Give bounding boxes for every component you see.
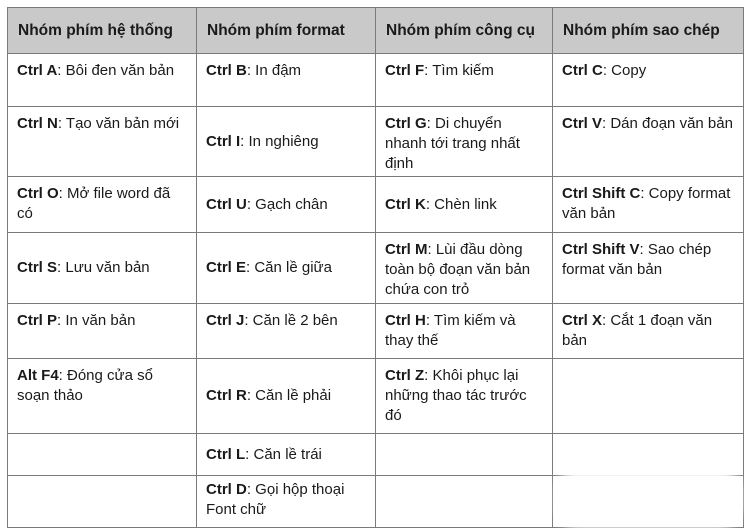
table-cell [376,434,553,476]
table-cell [553,54,744,107]
table-cell [376,54,553,107]
shortcut-key: Ctrl X [562,312,603,329]
table-cell [8,107,197,177]
shortcut-desc: : Lùi đầu dòng toàn bộ đoạn văn bản chứa con trỏ [385,241,531,298]
shortcut-key: Ctrl A [17,62,58,79]
shortcut-desc: : Gạch chân [246,195,328,213]
shortcut-key: Ctrl U [206,195,247,213]
table-cell [553,107,744,177]
shortcut-desc: : Bôi đen văn bản [57,62,175,79]
shortcut-key: Alt F4 [17,367,59,384]
table-cell [197,359,376,434]
whiteout-patch [565,477,733,521]
shortcut-key: Ctrl Shift V [562,241,640,258]
shortcut-key: Ctrl Shift C [562,185,641,202]
shortcut-desc: : Căn lề trái [245,445,322,463]
shortcut-key: Ctrl S [17,259,58,276]
table-cell [197,476,376,528]
table-cell [8,177,197,233]
table-cell [553,304,744,359]
header-format: Nhóm phím format [197,8,376,54]
table-cell [376,476,553,528]
shortcut-key: Ctrl Z [385,367,425,384]
table-row [8,54,744,107]
table-cell [8,304,197,359]
shortcut-desc: : Căn lề phải [246,387,332,404]
shortcut-desc: : Di chuyển nhanh tới trang nhất định [385,115,520,172]
table-cell [376,107,553,177]
shortcut-desc: : Copy format văn bản [562,185,731,222]
header-copy: Nhóm phím sao chép [553,8,744,54]
shortcut-key: Ctrl M [385,241,428,258]
shortcut-desc: : In đậm [246,62,302,79]
shortcut-desc: : Đóng cửa sổ soạn thảo [17,367,153,404]
shortcut-desc: : Tìm kiếm và thay thế [385,312,516,349]
shortcut-key: Ctrl K [385,195,426,213]
shortcut-key: Ctrl I [206,132,241,150]
shortcut-key: Ctrl L [206,445,246,463]
header-tools: Nhóm phím công cụ [376,8,553,54]
shortcut-desc: : Tạo văn bản mới [57,115,180,132]
table-cell [8,233,197,304]
shortcut-key: Ctrl C [562,62,603,79]
table-row [8,359,744,434]
shortcut-desc: : Tìm kiếm [424,62,494,79]
shortcut-desc: : In nghiêng [240,132,319,150]
shortcut-key: Ctrl H [385,312,426,329]
table-cell [553,233,744,304]
table-row [8,107,744,177]
header-row [8,8,744,54]
table-cell [376,177,553,233]
shortcut-key: Ctrl F [385,62,425,79]
shortcut-key: Ctrl B [206,62,247,79]
shortcut-key: Ctrl N [17,115,58,132]
shortcut-desc: : Khôi phục lại những thao tác trước đó [385,367,527,424]
table-row [8,434,744,476]
table-cell [553,177,744,233]
shortcut-desc: : Gọi hộp thoại Font chữ [206,481,345,518]
table-row [8,233,744,304]
table-cell [553,434,744,476]
table-cell [376,304,553,359]
shortcut-key: Ctrl R [206,387,247,404]
table-cell [8,434,197,476]
shortcut-key: Ctrl J [206,312,245,329]
shortcut-key: Ctrl P [17,312,58,329]
table-cell [376,233,553,304]
shortcut-desc: : Copy [602,62,647,79]
table-cell [8,476,197,528]
shortcut-table [7,7,744,528]
shortcut-key: Ctrl O [17,185,59,202]
shortcut-desc: : Lưu văn bản [57,259,150,276]
table-cell [8,54,197,107]
shortcut-key: Ctrl E [206,259,247,276]
shortcut-desc: : Mở file word đã có [17,185,171,222]
table-row [8,177,744,233]
table-row [8,304,744,359]
shortcut-desc: : Căn lề giữa [246,259,332,276]
shortcut-desc: : Sao chép format văn bản [562,241,712,278]
shortcut-desc: : Căn lề 2 bên [244,312,338,329]
table-cell [197,434,376,476]
table-cell [197,304,376,359]
table-cell [197,54,376,107]
shortcut-desc: : Chèn link [425,195,497,213]
shortcut-key: Ctrl D [206,481,247,498]
shortcut-desc: : In văn bản [57,312,136,329]
shortcut-desc: : Cắt 1 đoạn văn bản [562,312,713,349]
shortcut-key: Ctrl G [385,115,427,132]
table-cell [197,107,376,177]
header-system: Nhóm phím hệ thống [8,8,197,54]
table-cell [553,359,744,434]
shortcut-key: Ctrl V [562,115,603,132]
table-cell [8,359,197,434]
table-cell [376,359,553,434]
shortcut-desc: : Dán đoạn văn bản [602,115,733,132]
table-cell [197,177,376,233]
table-cell [197,233,376,304]
